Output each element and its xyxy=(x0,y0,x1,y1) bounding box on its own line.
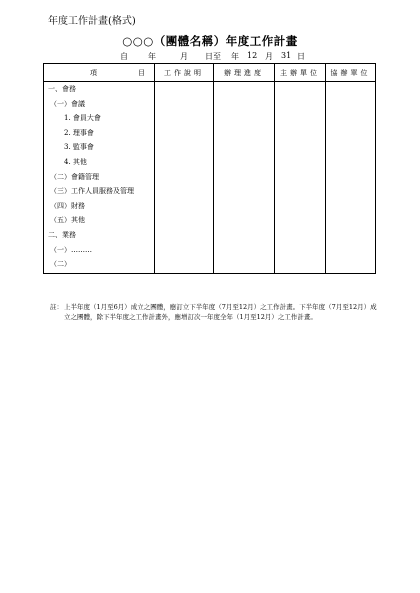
period-year-label: 年 xyxy=(148,52,156,61)
footnote-text: 上半年度（1月至6月）成立之團體，應訂立下半年度（7月至12月）之工作計畫。下半年度（7月至12月）成立之團體，除下半年度之工作計畫外，應增訂次一年度全年（1月至12月）之工作計畫。 xyxy=(64,303,377,321)
description-cell xyxy=(155,82,214,274)
organizer-cell xyxy=(275,82,326,274)
work-plan-table xyxy=(43,63,376,274)
period-month2-label: 月 xyxy=(265,52,273,61)
period-from-label: 自 xyxy=(120,52,128,61)
document-header-label: 年度工作計畫(格式) xyxy=(48,16,136,27)
list-item: 3. 監事會 xyxy=(64,143,94,152)
column-header-co-organizer: 協辦單位 xyxy=(326,64,376,82)
period-to-month-value: 12 xyxy=(247,51,258,60)
period-month-label: 月 xyxy=(180,52,188,61)
list-item: （三）工作人員服務及管理 xyxy=(50,187,134,196)
list-item: （五）其他 xyxy=(50,216,85,225)
column-header-organizer: 主辦單位 xyxy=(275,64,326,82)
list-item: 二、業務 xyxy=(48,230,76,239)
list-item: （四）財務 xyxy=(50,201,85,210)
list-item: （二） xyxy=(50,260,71,269)
item-list xyxy=(44,82,154,272)
list-item: 1. 會員大會 xyxy=(64,114,101,123)
list-item: （一）……… xyxy=(50,245,92,254)
progress-cell xyxy=(214,82,275,274)
footnote xyxy=(50,302,380,322)
period-day-to-label: 日至 xyxy=(205,52,221,61)
list-item: 一、會務 xyxy=(48,85,76,93)
column-header-item-right: 目 xyxy=(138,68,148,77)
period-to-year-label: 年 xyxy=(231,52,239,61)
column-header-item-left: 項 xyxy=(90,68,100,77)
column-header-progress: 辦理進度 xyxy=(214,64,275,82)
table-body-row xyxy=(44,82,376,274)
list-item: （一）會議 xyxy=(50,99,85,108)
list-item: （二）會籍管理 xyxy=(50,172,99,181)
column-header-description: 工作說明 xyxy=(155,64,214,82)
footnote-label: 註： xyxy=(50,303,63,311)
list-item: 4. 其他 xyxy=(64,157,87,166)
page-title: ○○○（團體名稱）年度工作計畫 xyxy=(122,34,298,48)
list-item: 2. 理事會 xyxy=(64,128,94,137)
table-header-row xyxy=(44,64,376,82)
column-header-item xyxy=(44,64,155,82)
co-organizer-cell xyxy=(326,82,376,274)
period-to-day-value: 31 xyxy=(281,51,292,60)
items-cell xyxy=(44,82,155,274)
period-day2-label: 日 xyxy=(297,52,305,61)
